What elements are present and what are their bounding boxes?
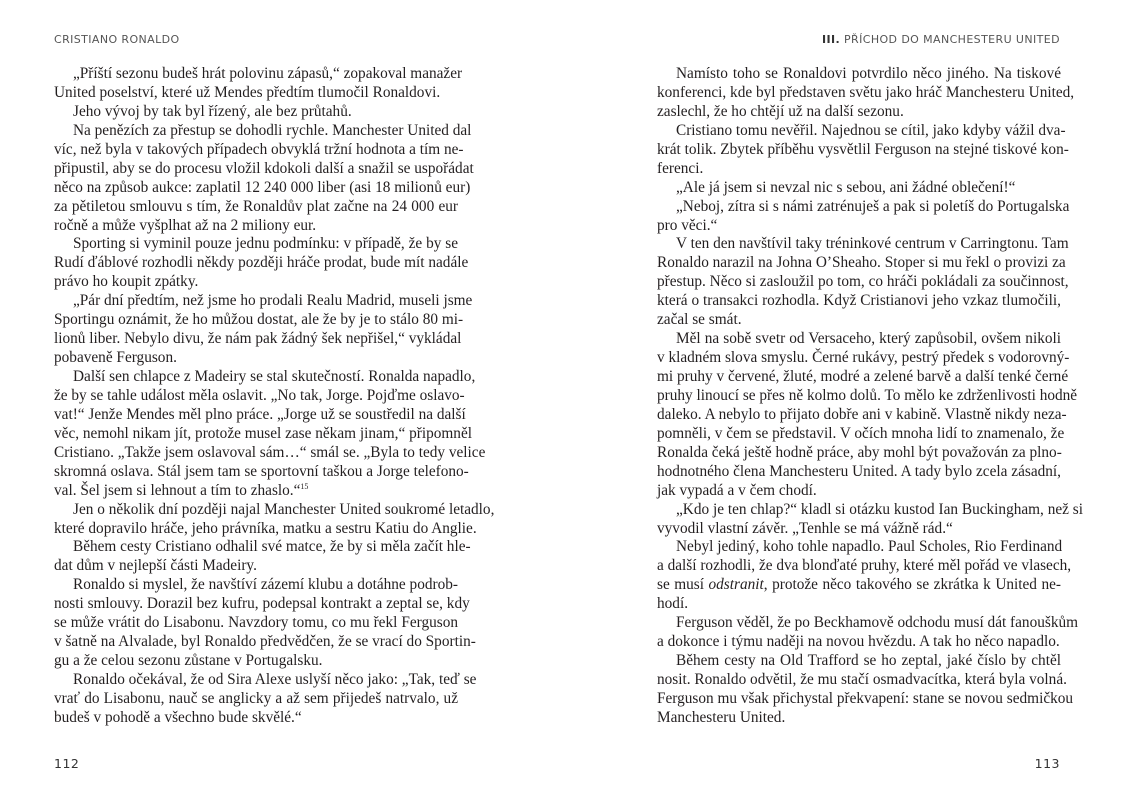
text-line: Namísto toho se Ronaldovi potvrdilo něco jiného. Na tiskové	[676, 65, 1061, 82]
text-line: V ten den navštívil taky tréninkové centrum v Carringtonu. Tam	[676, 235, 1069, 253]
text-line: Cristiano. „Takže jsem oslavoval sám…“ smál se. „Byla to tedy velice	[54, 443, 486, 461]
text-line: „Pár dní předtím, než jsme ho prodali Realu Madrid, museli jsme	[73, 292, 473, 310]
text-line: Ronaldo očekával, že od Sira Alexe uslyší něco jako: „Tak, teď se	[73, 671, 477, 688]
text-line: „Příští sezonu budeš hrát polovinu zápasů,“ zopakoval manažer	[73, 65, 463, 82]
text-line: věc, nemohl nikam jít, protože musel zase někam jinam,“ připomněl	[54, 424, 472, 442]
paragraph	[657, 500, 1083, 539]
left-page-body	[54, 65, 495, 728]
text-line: se může vrátit do Lisabonu. Navzdory tomu, co mu řekl Ferguson	[54, 614, 458, 632]
paragraph	[54, 292, 473, 368]
text-line: v šatně na Alvalade, byl Ronaldo předvědčen, že se vrací do Sportin-	[54, 633, 476, 651]
text-line: krát tolik. Zbytek příběhu vysvětlil Ferguson na stejné tiskové kon-	[657, 140, 1069, 158]
text-segment: se musí	[657, 576, 709, 594]
text-line: nosti smlouvy. Dorazil bez kufru, podepsal kontrakt a zeptal se, kdy	[54, 595, 470, 613]
running-header-right	[822, 33, 1060, 46]
text-line: Cristiano tomu nevěřil. Najednou se cítil, jako kdyby vážil dva-	[676, 121, 1066, 139]
page-number-left: 112	[54, 756, 80, 771]
text-line: ferenci.	[657, 159, 704, 177]
text-line: Ronaldo narazil na Johna O’Sheaho. Stoper si mu řekl o provizi za	[657, 254, 1066, 272]
text-line: přestup. Něco si zasloužil po tom, co hráči pokládali za součinnost,	[657, 273, 1069, 291]
text-line: připustil, aby se do procesu vložil kdokoli další a snažil se uspořádat	[54, 159, 474, 177]
text-line: gu a že celou sezonu zůstane v Portugalsku.	[54, 652, 323, 670]
text-line: hodí.	[657, 595, 689, 613]
text-line: které dopravilo hráče, jeho právníka, matku a sestru Katiu do Anglie.	[54, 519, 477, 537]
text-line: v kladném slova smyslu. Černé rukávy, pestrý předek s vodorovný-	[657, 349, 1070, 367]
text-line: Sporting si vyminil pouze jednu podmínku: v případě, že by se	[73, 235, 458, 253]
text-line: budeš v pohodě a všechno bude skvělé.“	[54, 708, 302, 726]
text-line: vyvodil vlastní závěr. „Tenhle se má vážně rád.“	[657, 519, 953, 537]
text-line: za pětiletou smlouvu s tím, že Ronaldův plat začne na 24 000 eur	[54, 197, 458, 215]
text-line: konferenci, kde byl představen světu jako hráč Manchesteru United,	[657, 83, 1075, 101]
text-line	[54, 482, 458, 501]
text-line: Jen o několik dní později najal Manchester United soukromé letadlo,	[73, 500, 495, 518]
text-line: Další sen chlapce z Madeiry se stal skutečností. Ronalda napadlo,	[73, 368, 476, 385]
text-line: pomněli, v čem se představil. V očích mnoha lidí to znamenalo, že	[657, 424, 1065, 442]
text-line: jak vypadá a v čem chodí.	[657, 481, 817, 499]
paragraph	[657, 538, 1072, 614]
text-line: Ferguson věděl, že po Beckhamově odchodu musí dát fanouškům	[676, 614, 1079, 632]
chapter-number: III.	[822, 33, 841, 46]
text-line: pruhy linoucí se přes ně kolmo dolů. To mělo ke zdrženlivosti hodně	[657, 386, 1078, 404]
text-line: „Neboj, zítra si s námi zatrénuješ a pak si poletíš do Portugalska	[676, 197, 1070, 215]
text-line: Rudí ďáblové rozhodli někdy později hráče prodat, bude mít nadále	[54, 254, 469, 272]
right-page-body	[657, 65, 1083, 728]
text-line: daleko. A nebylo to přijato dobře ani v kabině. Vlastně nikdy neza-	[657, 405, 1067, 423]
text-line: Během cesty Cristiano odhalil své matce, že by si měla začít hle-	[73, 538, 471, 556]
text-line: pobaveně Ferguson.	[54, 349, 177, 367]
paragraph	[54, 235, 469, 292]
text-line: vat!“ Jenže Mendes měl plno práce. „Jorge už se soustředil na další	[54, 405, 466, 423]
paragraph	[54, 121, 474, 236]
text-line: že by se tahle událost měla oslavit. „No tak, Jorge. Pojďme oslavo-	[54, 386, 465, 404]
text-line: vrať do Lisabonu, nauč se anglicky a až sem přijedeš natrvalo, už	[54, 689, 458, 707]
text-line: Ronaldo si myslel, že navštíví zázemí klubu a dotáhne podrob-	[73, 576, 458, 594]
paragraph	[54, 576, 476, 671]
text-line: začal se smát.	[657, 311, 742, 329]
page-number-right: 113	[1034, 756, 1060, 771]
text-line: ročně a může vyšplhat až na 2 miliony eur.	[54, 216, 317, 234]
text-line: Jeho vývoj by tak byl řízený, ale bez průtahů.	[73, 102, 352, 120]
text-line: Sportingu oznámit, že ho můžou dostat, ale že by je to stálo 80 mi-	[54, 311, 464, 329]
paragraph	[54, 368, 486, 501]
paragraph	[657, 614, 1079, 652]
paragraph	[54, 65, 463, 103]
paragraph	[657, 65, 1075, 122]
paragraph	[657, 235, 1069, 330]
text-line: Měl na sobě svetr od Versaceho, který zapůsobil, ovšem nikoli	[676, 330, 1061, 348]
paragraph	[657, 121, 1069, 179]
text-line: a další rozhodli, že dva blonďaté pruhy, které měl pořád ve vlasech,	[657, 557, 1072, 575]
text-line: Na penězích za přestup se dohodli rychle. Manchester United dal	[73, 121, 472, 139]
running-header-left: CRISTIANO RONALDO	[54, 33, 180, 46]
text-line: která o transakci rozhodla. Když Cristianovi jeho vzkaz tlumočili,	[657, 292, 1061, 310]
text-line: Ferguson mu však přichystal překvapení: stane se novou sedmičkou	[657, 689, 1074, 707]
text-line: a dokonce i týmu naději na novou hvězdu. A tak ho něco napadlo.	[657, 633, 1060, 651]
text-line: „Ale já jsem si nevzal nic s sebou, ani žádné oblečení!“	[676, 178, 1016, 196]
text-line: hodnotného člena Manchesteru United. A tady bylo zcela zásadní,	[657, 462, 1061, 480]
text-line: Manchesteru United.	[657, 708, 786, 726]
text-line: mi pruhy v červené, žluté, modré a zelené barvě a další tenké černé	[657, 368, 1069, 385]
text-line: skromná oslava. Stál jsem tam se sportovní taškou a Jorge telefono-	[54, 462, 469, 480]
text-line: dat dům v nejlepší části Madeiry.	[54, 557, 257, 575]
text-line: nosit. Ronaldo odvětil, že mu stačí osmadvacítka, která byla volná.	[657, 671, 1067, 688]
text-line: právo ho koupit zpátky.	[54, 273, 199, 291]
text-line: víc, než byla v takových případech obvyklá tržní hodnota a tím ne-	[54, 140, 464, 158]
text-segment: , protože něco takového se zkrátka k United ne-	[763, 576, 1061, 594]
paragraph	[657, 330, 1078, 500]
paragraph	[657, 197, 1070, 236]
italic-text: odstranit	[708, 576, 764, 594]
text-line: lionů liber. Nebylo divu, že nám pak žádný šek nepřišel,“ vykládal	[54, 330, 462, 348]
text-line	[657, 576, 1061, 595]
text-line: něco na způsob aukce: zaplatil 12 240 000 liber (asi 18 milionů eur)	[54, 178, 471, 196]
text-line: Nebyl jediný, koho tohle napadlo. Paul Scholes, Rio Ferdinand	[676, 538, 1063, 556]
text-line: zaslechl, že ho chtějí už na další sezonu.	[657, 102, 904, 120]
paragraph	[54, 500, 495, 539]
paragraph	[54, 103, 458, 122]
text-line: pro věci.“	[657, 216, 718, 234]
text-line: Ronalda čeká ještě hodně práce, aby mohl být považován za plno-	[657, 443, 1062, 461]
paragraph	[54, 671, 477, 728]
chapter-title: PŘÍCHOD DO MANCHESTERU UNITED	[844, 33, 1060, 46]
paragraph	[657, 179, 1061, 198]
text-line: United poselství, které už Mendes předtím tlumočil Ronaldovi.	[54, 83, 441, 101]
text-line: Během cesty na Old Trafford se ho zeptal, jaké číslo by chtěl	[676, 652, 1061, 670]
text-line: „Kdo je ten chlap?“ kladl si otázku kustod Ian Buckingham, než si	[676, 500, 1083, 518]
paragraph	[54, 538, 471, 576]
text-segment: val. Šel jsem si lehnout a tím to zhaslo.“	[54, 481, 301, 499]
paragraph	[657, 652, 1074, 728]
footnote-ref: 15	[300, 481, 309, 491]
